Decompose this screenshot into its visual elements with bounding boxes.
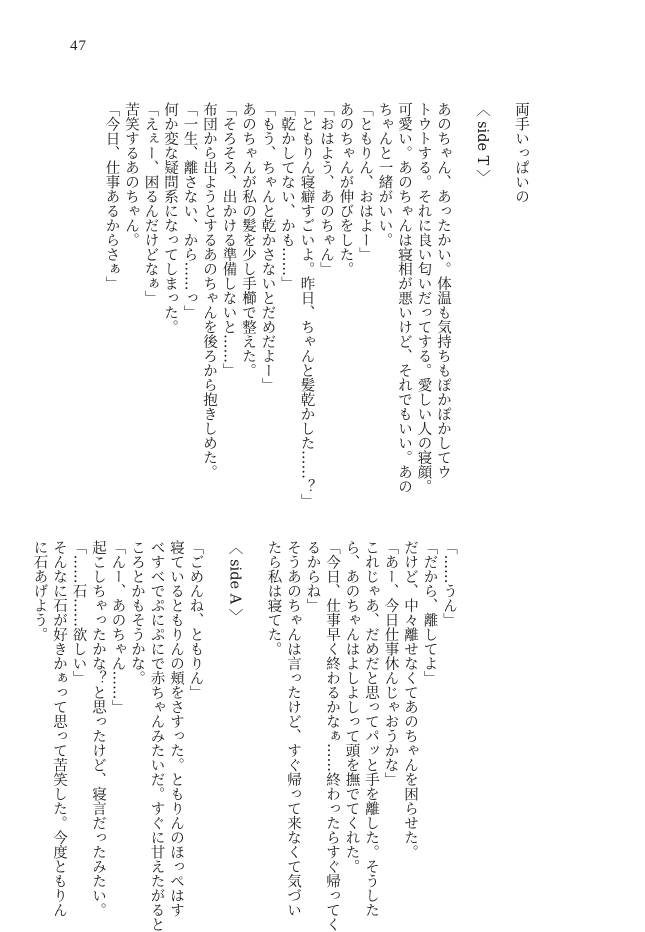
upper-text-line: 「乾かしてない、かも……」 xyxy=(279,102,295,291)
lower-text-line: 〈 side A 〉 xyxy=(226,540,243,624)
upper-text-line: 「今日、仕事あるからさぁ」 xyxy=(103,102,120,291)
upper-text-block xyxy=(101,102,530,508)
lower-text-line: そうあのちゃんは言ったけど、すぐ帰って来なくて気づい xyxy=(285,540,301,917)
lower-text-line: べすべでぷにぷにで赤ちゃんみたいだ。すぐに甘えたがると xyxy=(148,540,165,932)
upper-text-line: 苦笑するあのちゃん。 xyxy=(123,102,139,247)
lower-text-line: 「あー、今日仕事休んじゃおうかな」 xyxy=(382,540,399,787)
upper-text-line: 「ともりん寝癖すごいよ。昨日、ちゃんと髪乾かした……？」 xyxy=(298,102,315,508)
lower-text-line: 起こしちゃったかな？と思ったけど、寝言だったみたい。 xyxy=(90,540,106,917)
lower-text-line: 「……うん」 xyxy=(441,540,457,627)
upper-text-line: あのちゃんが伸びをした。 xyxy=(337,102,354,276)
upper-text-line: 「一生、離さない、から……っ」 xyxy=(181,102,198,320)
lower-text-line: 「だから、離してよ」 xyxy=(421,540,438,685)
lower-text-line: 「んー、あのちゃん……」 xyxy=(109,540,126,714)
blank-line xyxy=(205,540,225,870)
upper-text-line: 「えぇー、困るんだけどなぁ」 xyxy=(142,102,159,305)
upper-text-line: トウトする。それに良い匂いだってする。愛しい人の寝顔。 xyxy=(415,102,432,494)
lower-text-line: るからね」 xyxy=(304,540,321,613)
upper-text-line: ちゃんと一緒がいい。 xyxy=(376,102,393,247)
upper-text-line: 両手いっぱいの xyxy=(513,102,529,204)
upper-text-line: 何か変な疑問系になってしまった。 xyxy=(162,102,178,334)
upper-text-line: あのちゃん、あったかい。体温も気持ちもぽかぽかしてウ xyxy=(435,102,451,479)
lower-text-line: たら私は寝てた。 xyxy=(265,540,282,656)
lower-text-line: ころとかもそうかな。 xyxy=(129,540,145,685)
upper-text-line: 「おはよう、あのちゃん」 xyxy=(318,102,334,276)
upper-text-line: 「そろそろ、出かける準備しないと……」 xyxy=(220,102,237,378)
upper-text-line: 布団から出ようとするあのちゃんを後ろから抱きしめた。 xyxy=(201,102,217,479)
upper-text-line: 「ともりん、おはよー」 xyxy=(357,102,373,262)
lower-text-line: そんなに石が好きかぁって思って苦笑した。今度ともりん xyxy=(51,540,67,917)
lower-text-line: 「ごめんね、ともりん」 xyxy=(187,540,204,700)
blank-line xyxy=(491,102,511,452)
blank-line xyxy=(244,540,264,870)
page-number: 47 xyxy=(70,38,87,54)
lower-text-line: これじゃあ、だめだと思ってパッと手を離した。そうした xyxy=(363,540,379,917)
upper-text-line: 〈 side T 〉 xyxy=(474,102,490,185)
lower-text-line: 寝ているともりんの頬をさすった。ともりんのほっぺはす xyxy=(168,540,184,917)
lower-text-line: だけど、中々離せなくてあのちゃんを困らせた。 xyxy=(402,540,418,859)
lower-text-line: ら、あのちゃんはよしよしって頭を撫でてくれた。 xyxy=(343,540,360,874)
lower-text-block xyxy=(29,540,458,932)
lower-text-line: に石あげよう。 xyxy=(31,540,48,642)
lower-text-line: 「……石……欲しい」 xyxy=(70,540,87,685)
upper-text-line: 可愛い。あのちゃんは寝相が悪いけど、それでもいい。あの xyxy=(396,102,412,494)
blank-line xyxy=(452,102,472,452)
lower-text-line: 「今日、仕事早く終わるかなぁ……終わったらすぐ帰ってく xyxy=(324,540,340,932)
upper-text-line: 「もう、ちゃんと乾かさないとだめだよー」 xyxy=(259,102,276,392)
upper-text-line: あのちゃんが私の髪を少し手櫛で整えた。 xyxy=(240,102,256,378)
